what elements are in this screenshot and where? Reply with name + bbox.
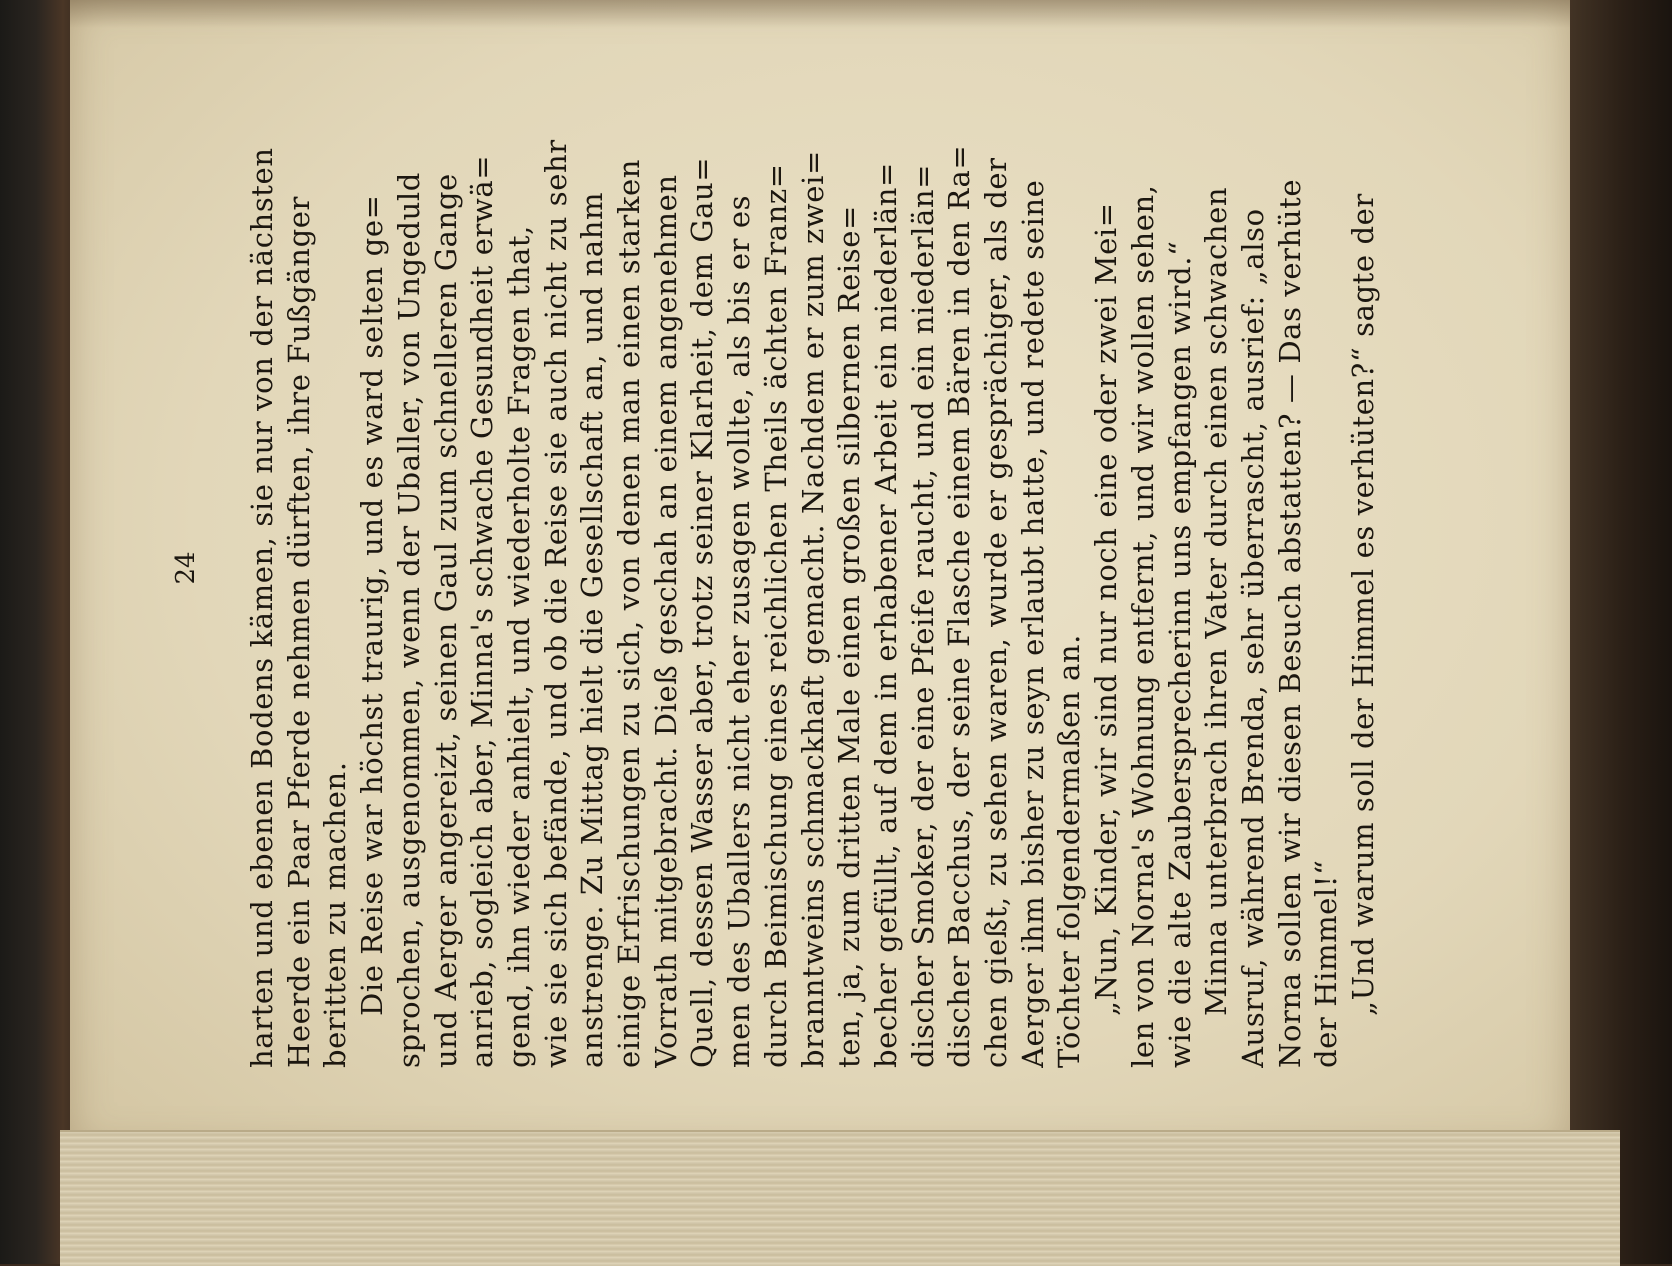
text-line: len von Norna's Wohnung entfernt, und wir wollen sehen, [1125, 184, 1160, 1068]
text-line: Heerde ein Paar Pferde nehmen dürften, ihre Fußgänger [281, 196, 316, 1068]
book-cover-edge [1552, 0, 1672, 1264]
text-line: „Nun, Kinder, wir sind nur noch eine oder zwei Mei= [1089, 202, 1124, 1016]
text-line: men des Uballers nicht eher zusagen wollte, als bis er es [722, 194, 757, 1068]
text-line: „Und warum soll der Himmel es verhüten?“ sagte der [1346, 193, 1380, 1016]
text-line: Töchter folgendermaßen an. [1052, 634, 1087, 1068]
text-line: harten und ebenen Bodens kämen, sie nur von der nächsten [245, 147, 279, 1068]
text-line: sprochen, ausgenommen, wenn der Uballer, von Ungeduld [391, 172, 426, 1068]
page-shadow [70, 0, 1570, 28]
text-line: Aerger ihm bisher zu seyn erlaubt hatte, und redete seine [1015, 179, 1050, 1068]
text-line: anrieb, sogleich aber, Minna's schwache Gesundheit erwä= [465, 154, 500, 1068]
text-line: becher gefüllt, auf dem in erhabener Arbeit ein niederlän= [868, 162, 903, 1068]
text-line: chen gießt, zu sehen waren, wurde er gesprächiger, als der [979, 157, 1013, 1068]
text-line: Norna sollen wir diesen Besuch abstatten? — Das verhüte [1272, 178, 1307, 1068]
text-line: discher Bacchus, der seine Flasche einem Bären in den Ra= [942, 144, 977, 1068]
rotated-text-block [166, 68, 1378, 1068]
text-line: wie sie sich befände, und ob die Reise sie auch nicht zu sehr [538, 139, 573, 1068]
text-line: Minna unterbrach ihren Vater durch einen schwachen [1199, 186, 1234, 1016]
text-line: discher Smoker, der eine Pfeife raucht, und ein niederlän= [905, 163, 940, 1068]
text-line: ten, ja, zum dritten Male einen großen silbernen Reise= [832, 205, 867, 1068]
text-line: durch Beimischung eines reichlichen Theils ächten Franz= [758, 163, 793, 1068]
text-line: Quell, dessen Wasser aber, trotz seiner Klarheit, dem Gau= [685, 156, 720, 1068]
text-line: der Himmel!“ [1309, 859, 1344, 1068]
text-line: gend, ihn wieder anhielt, und wiederholte Fragen that, [501, 225, 536, 1068]
text-line: wie die alte Zaubersprecherinn uns empfangen wird.“ [1162, 240, 1197, 1068]
text-line: beritten zu machen. [318, 761, 353, 1068]
text-line: branntweins schmackhaft gemacht. Nachdem er zum zwei= [795, 150, 830, 1068]
text-line: und Aerger angereizt, seinen Gaul zum schnelleren Gange [428, 173, 463, 1068]
text-line: Ausruf, während Brenda, sehr überrascht, ausrief: „also [1235, 208, 1270, 1068]
text-line: anstrenge. Zu Mittag hielt die Gesellschaft an, und nahm [575, 191, 610, 1068]
text-line: Vorrath mitgebracht. Dieß geschah an einem angenehmen [648, 174, 683, 1068]
text-line: Die Reise war höchst traurig, und es ward selten ge= [355, 194, 390, 1016]
page-number: 24 [171, 551, 201, 585]
page-edges [60, 1130, 1620, 1266]
text-line: einige Erfrischungen zu sich, von denen man einen starken [612, 158, 646, 1068]
